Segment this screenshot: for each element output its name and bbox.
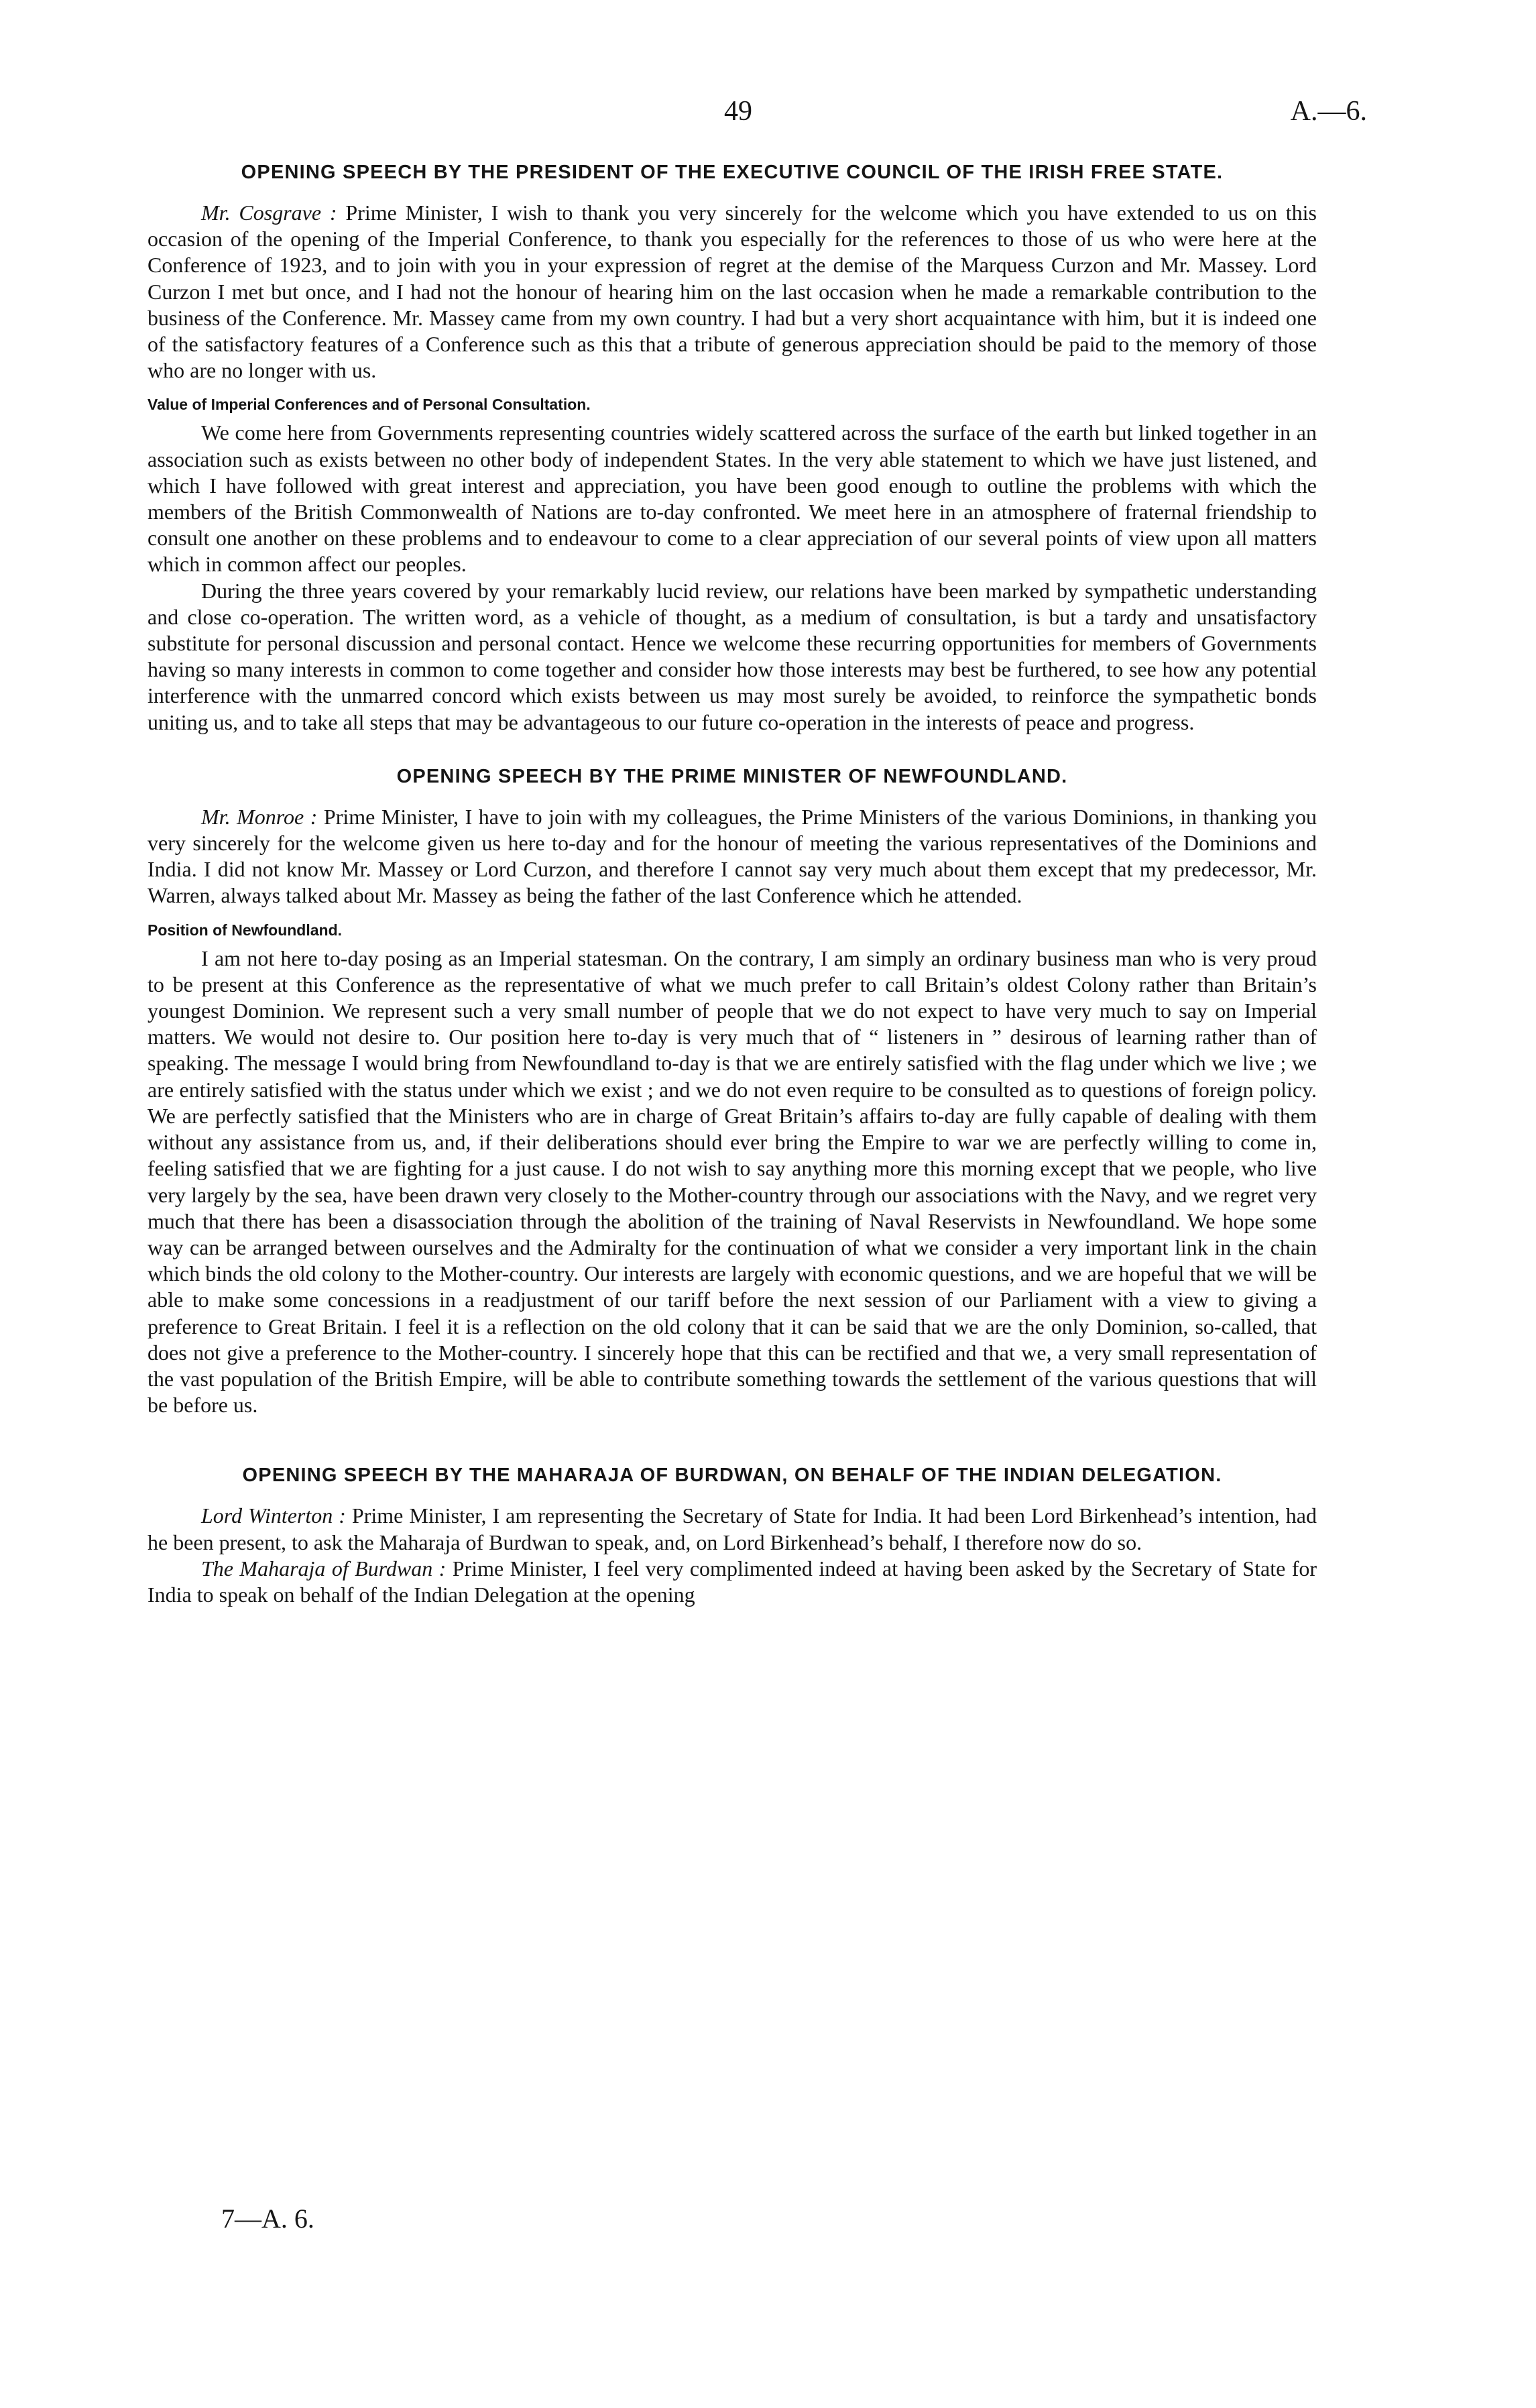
speaker-name: Mr. Monroe :: [201, 804, 318, 829]
page-content: [147, 160, 1317, 1608]
section-gap: [147, 736, 1317, 764]
page-signature: 7—A. 6.: [221, 2203, 314, 2234]
section-irish-free-state: [147, 160, 1317, 736]
subheading: Value of Imperial Conferences and of Personal Consultation.: [147, 396, 591, 414]
paragraph: [147, 200, 1317, 384]
paragraph: I am not here to-day posing as an Imperial statesman. On the contrary, I am simply an ordinary business man who is very proud to be present at this Conference as the representative of what we much prefer to call Britain’s oldest Colony rather than Britain’s youngest Dominion. We represent such a very small number of people that we do not expect to have very much to say on Imperial matters. We would not desire to. Our position here to-day is very much that of “ listeners in ” desirous of learning rather than of speaking. The message I would bring from Newfoundland to-day is that we are entirely satisfied with the flag under which we live ; we are entirely satisfied with the status under which we exist ; and we do not even require to be consulted as to questions of foreign policy. We are perfectly satisfied that the Ministers who are in charge of Great Britain’s affairs to-day are fully capable of dealing with them without any assistance from us, and, if their deliberations should ever bring the Empire to war we are perfectly willing to come in, feeling satisfied that we are fighting for a just cause. I do not wish to say anything more this morning except that we people, who live very largely by the sea, have been drawn very closely to the Mother-country through our associations with the Navy, and we regret very much that there has been a disassociation through the abolition of the training of Naval Reservists in Newfoundland. We hope some way can be arranged between ourselves and the Admiralty for the continuation of what we consider a very important link in the chain which binds the old colony to the Mother-country. Our interests are largely with economic questions, and we are hopeful that we will be able to make some concessions in a readjustment of our tariff before the next session of our Parliament with a view to giving a preference to Great Britain. I feel it is a reflection on the old colony that it can be said that we are the only Dominion, so-called, that does not give a preference to the Mother-country. I sincerely hope that this can be rectified and that we, a very small representation of the vast population of the British Empire, will be able to contribute something towards the settlement of the various questions that will be before us.: [147, 945, 1317, 1418]
section-newfoundland: [147, 764, 1317, 1418]
paragraph-text: Prime Minister, I have to join with my colleagues, the Prime Ministers of the various Dominions, in thanking you very sincerely for the welcome given us here to-day and for the honour of meeting the various representatives of the Dominions and India. I did not know Mr. Massey or Lord Curzon, and therefore I cannot say very much about them except that my predecessor, Mr. Warren, always talked about Mr. Massey as being the father of the last Conference which he attended.: [147, 804, 1317, 908]
speaker-name: The Maharaja of Burdwan :: [201, 1556, 447, 1581]
section-gap: [147, 1418, 1317, 1463]
paragraph: [147, 1556, 1317, 1608]
section-title: OPENING SPEECH BY THE PRIME MINISTER OF NEWFOUNDLAND.: [396, 765, 1068, 787]
paragraph: [147, 804, 1317, 909]
section-maharaja-burdwan: [147, 1463, 1317, 1608]
subheading: Position of Newfoundland.: [147, 921, 343, 939]
paragraph-text: Prime Minister, I feel very complimented indeed at having been asked by the Secretary of State for India to speak on behalf of the Indian Delegation at the opening: [147, 1556, 1317, 1607]
document-reference: A.—6.: [1290, 96, 1367, 127]
page-number: 49: [724, 96, 752, 127]
paragraph-text: Prime Minister, I am representing the Secretary of State for India. It had been Lord Birkenhead’s intention, had he been present, to ask the Maharaja of Burdwan to speak, and, on Lord Birkenhead’s behalf, I therefore now do so.: [147, 1503, 1317, 1554]
paragraph-text: Prime Minister, I wish to thank you very sincerely for the welcome which you have extended to us on this occasion of the opening of the Imperial Conference, to thank you especially for the references to those of us who were here at the Conference of 1923, and to join with you in your expression of regret at the demise of the Marquess Curzon and Mr. Massey. Lord Curzon I met but once, and I had not the honour of hearing him on the last occasion when he made a remarkable contribution to the business of the Conference. Mr. Massey came from my own country. I had but a very short acquaintance with him, but it is indeed one of the satisfactory features of a Conference such as this that a tribute of generous appreciation should be paid to the memory of those who are no longer with us.: [147, 200, 1317, 383]
paragraph: [147, 1503, 1317, 1555]
section-title: OPENING SPEECH BY THE MAHARAJA OF BURDWAN, ON BEHALF OF THE INDIAN DELEGATION.: [242, 1465, 1222, 1487]
speaker-name: Lord Winterton :: [201, 1503, 346, 1528]
section-title: OPENING SPEECH BY THE PRESIDENT OF THE EXECUTIVE COUNCIL OF THE IRISH FREE STATE.: [241, 162, 1224, 183]
paragraph: We come here from Governments representing countries widely scattered across the surface of the earth but linked together in an association such as exists between no other body of independent States. In the very able statement to which we have just listened, and which I have followed with great interest and appreciation, you have been good enough to outline the problems with which the members of the British Commonwealth of Nations are to-day confronted. We meet here in an atmosphere of fraternal friendship to consult one another on these problems and to endeavour to come to a clear appreciation of our several points of view upon all matters which in common affect our peoples.: [147, 420, 1317, 577]
speaker-name: Mr. Cosgrave :: [201, 200, 337, 225]
page-header: [0, 95, 1536, 135]
paragraph: During the three years covered by your remarkably lucid review, our relations have been marked by sympathetic understanding and close co-operation. The written word, as a vehicle of thought, as a medium of consultation, is but a tardy and unsatisfactory substitute for personal discussion and personal contact. Hence we welcome these recurring opportunities for members of Governments having so many interests in common to come together and consider how those interests may best be furthered, to see how any potential interference with the unmarred concord which exists between us may most surely be avoided, to reinforce the sympathetic bonds uniting us, and to take all steps that may be advantageous to our future co-operation in the interests of peace and progress.: [147, 578, 1317, 734]
